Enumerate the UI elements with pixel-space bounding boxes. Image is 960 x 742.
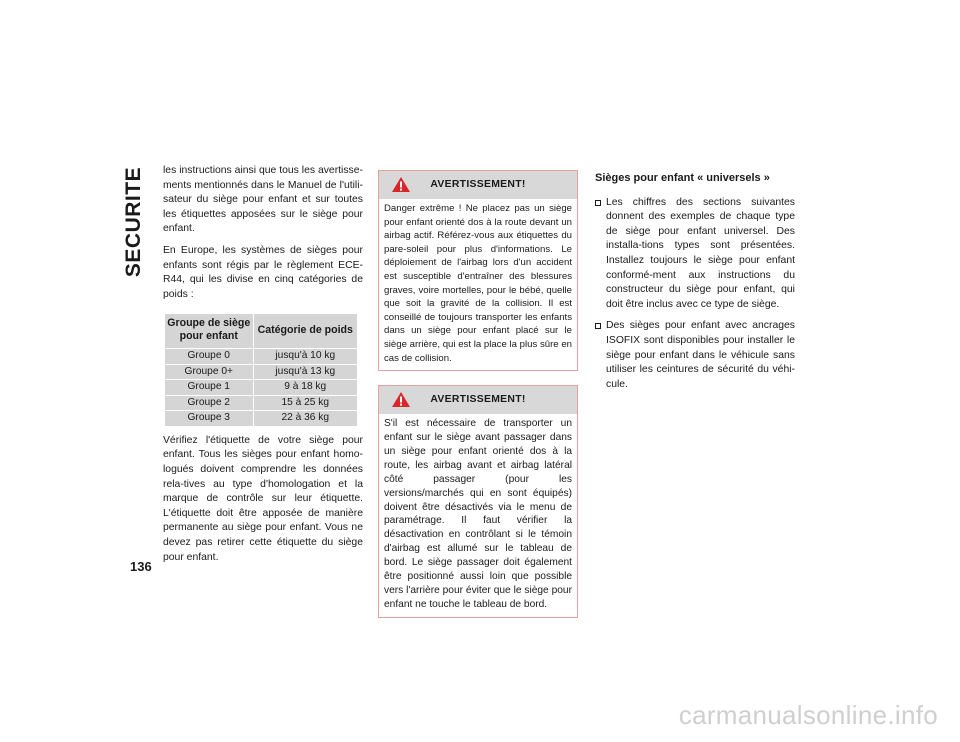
universal-seats-list: [595, 196, 795, 393]
column-left: [163, 164, 363, 572]
warning-header: [379, 386, 577, 414]
column-right: [595, 171, 795, 399]
table-cell-group: Groupe 0+: [165, 364, 253, 380]
warning-triangle-icon: [391, 176, 411, 193]
table-row: [165, 395, 357, 411]
page-number: 136: [130, 559, 152, 574]
ece-r44-paragraph: En Europe, les systèmes de sièges pour enfants sont régis par le règlement ECE-R44, qui les divise en cinq catégories de poids :: [163, 244, 363, 300]
table-row: [165, 364, 357, 380]
table-header-row: [165, 314, 357, 349]
warning-triangle-icon: [391, 391, 411, 408]
table-header-weight: Catégorie de poids: [253, 314, 357, 349]
universal-seats-heading: Sièges pour enfant « universels »: [595, 172, 770, 184]
square-bullet-icon: [595, 323, 601, 329]
section-title-text: SECURITE: [122, 166, 145, 278]
section-title-vertical: [116, 166, 152, 278]
table-cell-group: Groupe 3: [165, 411, 253, 426]
list-item: [595, 319, 795, 392]
table-header-group: Groupe de siège pour enfant: [165, 314, 253, 349]
table-cell-weight: 9 à 18 kg: [253, 380, 357, 396]
table-row: [165, 380, 357, 396]
warning-box-front-seat: [378, 385, 578, 618]
table-row: [165, 349, 357, 365]
table-cell-weight: jusqu'à 10 kg: [253, 349, 357, 365]
table-cell-weight: 15 à 25 kg: [253, 395, 357, 411]
table-cell-group: Groupe 2: [165, 395, 253, 411]
warning-title: AVERTISSEMENT!: [430, 393, 526, 405]
list-item: [595, 196, 795, 313]
intro-paragraph: les instructions ainsi que tous les avertisse-ments mentionnés dans le Manuel de l'utili-sateur du siège pour enfant et sur toutes les étiquettes apposées sur le siège pour enfant.: [163, 165, 363, 235]
square-bullet-icon: [595, 200, 601, 206]
watermark-url: carmanualsonline.info: [678, 700, 938, 730]
warning-body: S'il est nécessaire de transporter un enfant sur le siège avant passager dans un siège pour enfant orienté dos à la route, les airbag avant et airbag latéral côté passager (pour les versions/marchés qui en sont équipés) doivent être désactivés via le menu de paramétrage. Il faut vérifier la désactivation en contrôlant si le témoin d'airbag est allumé sur le tableau de bord. Le siège passager doit également être positionné aussi loin que possible vers l'arrière pour éviter que le siège pour enfant ne touche le tableau de bord.: [384, 418, 572, 610]
warning-body: Danger extrême ! Ne placez pas un siège pour enfant orienté dos à la route devant un airbag actif. Référez-vous aux étiquettes du pare-soleil pour plus d'informations. Le déploiement de l'airbag lors d'un accident est susceptible d'entraîner des blessures graves, voire mortelles, pour le bébé, quelle que soit la gravité de la collision. Il est conseillé de toujours transporter les enfants dans un siège pour enfant placé sur le siège arrière, qui est la place la plus sûre en cas de collision.: [384, 203, 572, 364]
warning-box-rear-facing: [378, 170, 578, 371]
list-item-text: Les chiffres des sections suivantes donnent des exemples de chaque type de siège pour enfant universel. Des installa-tions types sont présentées. Installez toujours le siège pour enfant conformé-ment aux instructions du constructeur du siège pour enfant, qui doit être inclus avec ce type de siège.: [606, 196, 795, 310]
column-middle: [378, 170, 578, 632]
table-cell-weight: jusqu'à 13 kg: [253, 364, 357, 380]
list-item-text: Des sièges pour enfant avec ancrages ISOFIX sont disponibles pour installer le siège pour enfant dans le véhicule sans utiliser les ceintures de sécurité du véhi-cule.: [606, 320, 795, 390]
label-check-paragraph: Vérifiez l'étiquette de votre siège pour enfant. Tous les sièges pour enfant homo-logués doivent comprendre les données rela-tives au type d'homologation et la marque de contrôle sur leur étiquette. L'étiquette doit être apposée de manière permanente au siège pour enfant. Vous ne devez pas retirer cette étiquette du siège pour enfant.: [163, 434, 363, 563]
table-row: [165, 411, 357, 426]
table-cell-weight: 22 à 36 kg: [253, 411, 357, 426]
weight-category-table: [165, 314, 357, 426]
warning-title: AVERTISSEMENT!: [430, 178, 526, 190]
table-cell-group: Groupe 1: [165, 380, 253, 396]
warning-header: [379, 171, 577, 199]
table-cell-group: Groupe 0: [165, 349, 253, 365]
